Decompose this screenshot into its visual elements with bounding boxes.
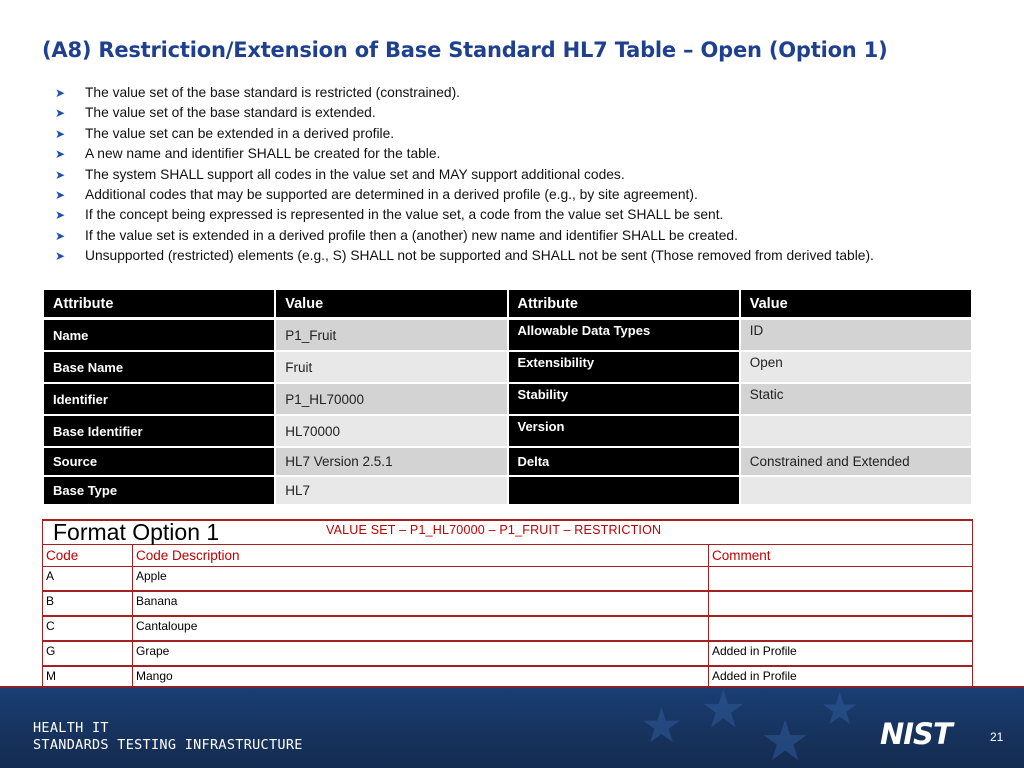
attribute-name: Version <box>509 416 739 448</box>
description-cell: Mango <box>133 666 709 691</box>
bullet-item: ➤ The value set can be extended in a derived profile. <box>55 124 1005 144</box>
format-option-label: Format Option 1 <box>53 519 220 545</box>
attribute-value: Open <box>741 352 971 384</box>
attribute-table <box>42 290 973 506</box>
attribute-name: Identifier <box>44 384 274 416</box>
arrow-right-icon: ➤ <box>55 126 66 141</box>
attribute-name: Source <box>44 448 274 477</box>
star-decoration-icon: ★ <box>760 709 811 768</box>
arrow-right-icon: ➤ <box>55 86 66 100</box>
attribute-value: Fruit <box>276 352 506 384</box>
description-cell: Cantaloupe <box>133 616 709 641</box>
attribute-name: Name <box>44 320 274 352</box>
slide-title: (A8) Restriction/Extension of Base Standard HL7 Table – Open (Option 1) <box>42 38 888 62</box>
star-decoration-icon: ★ <box>700 688 747 739</box>
header-attribute: Attribute <box>509 290 739 320</box>
attribute-value: Constrained and Extended <box>741 448 971 477</box>
header-code: Code <box>43 545 133 567</box>
description-cell: Apple <box>133 567 709 592</box>
comment-cell <box>709 567 973 592</box>
comment-cell: Added in Profile <box>709 641 973 666</box>
attribute-name: Allowable Data Types <box>509 320 739 352</box>
attribute-name: Base Type <box>44 477 274 506</box>
attribute-value: P1_Fruit <box>276 320 506 352</box>
table-row <box>44 416 971 448</box>
nist-logo: NIST <box>880 717 952 751</box>
attribute-table-header <box>44 290 971 320</box>
arrow-right-icon: ➤ <box>55 106 66 121</box>
attribute-value <box>741 416 971 448</box>
bullet-list <box>55 83 1005 267</box>
attribute-value: ID <box>741 320 971 352</box>
comment-cell <box>709 591 973 616</box>
table-row <box>43 641 973 666</box>
bullet-item: ➤ Unsupported (restricted) elements (e.g., S) SHALL not be supported and SHALL not be sent (Those removed from derived table). <box>55 246 1005 266</box>
attribute-value: HL7 Version 2.5.1 <box>276 448 506 477</box>
attribute-value <box>741 477 971 506</box>
table-row <box>44 477 971 506</box>
table-row <box>44 352 971 384</box>
footer-bar <box>0 688 1024 768</box>
comment-cell: Added in Profile <box>709 666 973 691</box>
star-decoration-icon: ★ <box>820 688 860 734</box>
table-row <box>44 448 971 477</box>
star-decoration-icon: ★ <box>640 700 684 753</box>
bullet-item: ➤ If the concept being expressed is represented in the value set, a code from the value set SHALL be sent. <box>55 205 1005 225</box>
arrow-right-icon: ➤ <box>55 208 66 223</box>
value-set-header <box>43 545 973 567</box>
table-row <box>43 567 973 592</box>
attribute-name: Base Name <box>44 352 274 384</box>
arrow-right-icon: ➤ <box>55 188 66 203</box>
attribute-value: Static <box>741 384 971 416</box>
page-number: 21 <box>990 730 1004 744</box>
table-row <box>43 616 973 641</box>
header-comment: Comment <box>709 545 973 567</box>
arrow-right-icon: ➤ <box>55 147 66 162</box>
attribute-name: Base Identifier <box>44 416 274 448</box>
arrow-right-icon: ➤ <box>55 228 66 243</box>
code-cell: A <box>43 567 133 592</box>
header-code-description: Code Description <box>133 545 709 567</box>
header-value: Value <box>276 290 506 320</box>
code-cell: B <box>43 591 133 616</box>
bullet-item: ➤ The value set of the base standard is restricted (constrained). <box>55 83 1005 103</box>
attribute-name <box>509 477 739 506</box>
description-cell: Banana <box>133 591 709 616</box>
bullet-item: ➤ Additional codes that may be supported are determined in a derived profile (e.g., by site agreement). <box>55 185 1005 205</box>
description-cell: Grape <box>133 641 709 666</box>
attribute-name: Stability <box>509 384 739 416</box>
table-row <box>44 384 971 416</box>
attribute-value: P1_HL70000 <box>276 384 506 416</box>
code-cell: G <box>43 641 133 666</box>
bullet-item: ➤ A new name and identifier SHALL be created for the table. <box>55 144 1005 164</box>
table-row <box>44 320 971 352</box>
attribute-name: Extensibility <box>509 352 739 384</box>
header-value: Value <box>741 290 971 320</box>
attribute-value: HL70000 <box>276 416 506 448</box>
arrow-right-icon: ➤ <box>55 249 66 264</box>
attribute-name: Delta <box>509 448 739 477</box>
code-cell: C <box>43 616 133 641</box>
attribute-value: HL7 <box>276 477 506 506</box>
header-attribute: Attribute <box>44 290 274 320</box>
bullet-item: ➤ The value set of the base standard is extended. <box>55 103 1005 123</box>
value-set-caption: VALUE SET – P1_HL70000 – P1_FRUIT – RESTRICTION <box>326 523 662 537</box>
table-row <box>43 591 973 616</box>
bullet-item: ➤ If the value set is extended in a derived profile then a (another) new name and identifier SHALL be created. <box>55 226 1005 246</box>
code-cell: M <box>43 666 133 691</box>
arrow-right-icon: ➤ <box>55 167 66 182</box>
organization-name: HEALTH IT STANDARDS TESTING INFRASTRUCTURE <box>33 720 303 753</box>
bullet-item: ➤ The system SHALL support all codes in the value set and MAY support additional codes. <box>55 165 1005 185</box>
comment-cell <box>709 616 973 641</box>
